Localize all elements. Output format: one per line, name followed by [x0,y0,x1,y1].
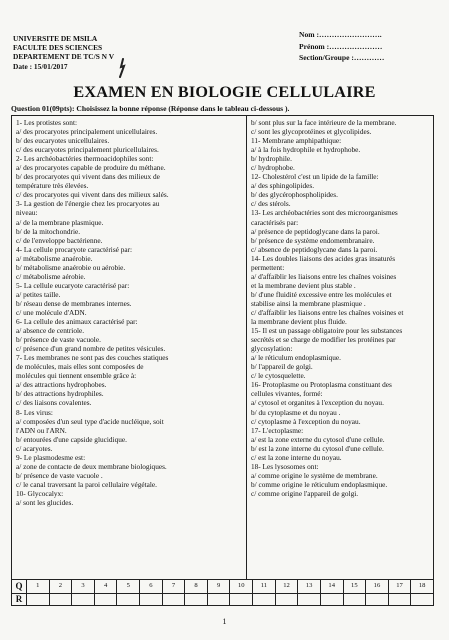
question-line: b/ des eucaryotes unicellulaires. [16,136,110,146]
question-line: a/ des procaryotes capable de produire du méthane. [16,163,166,173]
answer-input-cell[interactable] [163,593,186,606]
question-line: stabilise ainsi la membrane plasmique . [251,298,366,308]
question-line: molécules qui tiennent ensemble grâce à: [16,371,137,381]
answer-input-cell[interactable] [411,593,433,606]
student-info-fields [299,29,384,64]
answer-input-cell[interactable] [389,593,412,606]
answer-input-cell[interactable] [27,593,50,606]
question-line: b/ des procaryotes qui vivent dans des milieux de [16,172,160,182]
question-number-cell: 11 [253,580,276,593]
question-line: b/ des glycérophospholipides. [251,190,338,200]
questions-right-column [251,118,433,498]
exam-title: EXAMEN EN BIOLOGIE CELLULAIRE [73,83,376,101]
question-line: a/ le réticulum endoplasmique. [251,353,341,363]
question-number-cell: 12 [276,580,299,593]
question-line: 6- La cellule des animaux caractérisé par: [16,317,138,327]
question-number-cell: 14 [321,580,344,593]
question-number-cell: 3 [72,580,95,593]
question-row-label: Q [12,580,27,593]
question-line: a/ petites taille. [16,289,61,299]
question-number-cell: 5 [117,580,140,593]
question-line: c/ d'affaiblir les liaisons entre les chaînes voisines et [251,307,404,317]
question-line: a/ est la zone externe du cytosol d'une cellule. [251,434,385,444]
question-line: a/ métabolisme anaérobie. [16,253,93,263]
question-line: glycosylation: [251,344,293,354]
question-line: a/ composées d'un seul type d'acide nucléique, soit [16,416,164,426]
info-field-line: Nom :……………………. [299,30,382,39]
question-line: c/ une molécule d'ADN. [16,307,87,317]
question-number-cell: 6 [140,580,163,593]
question-line: b/ de la mitochondrie. [16,226,81,236]
question-line: c/ des stérols. [251,199,291,209]
answer-input-cell[interactable] [298,593,321,606]
question-line: de molécules, mais elles sont composées de [16,362,144,372]
info-field-line: Section/Groupe :………… [299,53,385,63]
answer-input-cell[interactable] [117,593,140,606]
question-line: b/ hydrophile. [251,154,292,164]
answer-input-cell[interactable] [366,593,389,606]
question-line: a/ absence de centriole. [16,326,85,336]
question-number-cell: 18 [418,582,426,589]
question-line: b/ métabolisme anaérobie ou aérobie. [16,262,126,272]
question-line: c/ le cytosquelette. [251,371,306,381]
answer-input-cell[interactable] [140,593,163,606]
question-line: c/ présence d'un grand nombre de petites vésicules. [16,344,166,354]
questions-box [11,115,434,580]
question-line: caractérisés par: [251,217,299,227]
question-number-cell: 16 [366,580,389,593]
question-line: 8- Les virus: [16,407,53,417]
question-line: 9- Le plasmodesme est: [16,452,86,462]
question-line: 5- La cellule eucaryote caractérisé par: [16,280,130,290]
question-line: a/ cytosol et organites à l'exception du noyau. [251,398,384,408]
question-line: b/ entourées d'une capside glucidique. [16,434,127,444]
question-line: c/ des procaryotes qui vivent dans des milieux salés. [16,190,169,200]
question-line: b/ comme origine le réticulum endoplasmique. [251,479,388,489]
institution-header [13,34,114,71]
column-divider [246,116,247,579]
question-line: a/ sont les glucides. [16,497,74,507]
question-line: 10- Glycocalyx: [16,488,64,498]
question-line: c/ sont les glycoprotéines et glycolipides. [251,127,372,137]
question-number-cell: 4 [95,580,118,593]
question-line: cellules vivantes, formé: [251,389,323,399]
question-line: a/ comme origine le système de membrane. [251,470,378,480]
question-line: b/ réseau dense de membranes internes. [16,298,132,308]
question-line: niveau: [16,208,38,218]
info-field-line: Prénom :………………… [299,41,383,51]
question-line: la membrane devient plus fluide. [251,317,347,327]
question-line: 15- Il est un passage obligatoire pour les substances [251,326,403,336]
question-line: 3- La gestion de l'énergie chez les procaryotes au [16,199,160,209]
question-line: c/ comme origine l'appareil de golgi. [251,488,359,498]
question-line: a/ présence de peptidoglycane dans la paroi. [251,226,380,236]
question-line: c/ de l'enveloppe bactérienne. [16,235,103,245]
question-line: b/ sont plus sur la face intérieure de la membrane. [251,118,397,127]
question-line: b/ du cytoplasme et du noyau . [251,407,341,417]
question-number-cell: 2 [50,580,73,593]
question-line: c/ des liaisons covalentes. [16,398,92,408]
answer-input-cell[interactable] [208,593,231,606]
question-line: l'ADN ou l'ARN. [16,425,67,435]
question-number-cell: 15 [344,580,367,593]
question-line: a/ de la membrane plasmique. [16,217,104,227]
answer-input-cell[interactable] [230,593,253,606]
question-line: 4- La cellule procaryote caractérisé par: [16,244,133,254]
header-line: FACULTE DES SCIENCES [13,43,103,53]
answer-table-question-row [12,580,433,594]
question-line: 7- Les membranes ne sont pas des couches statiques [16,353,169,363]
question-number-cell: 9 [208,580,231,593]
question-line: 13- Les archéobactéries sont des microorganismes [251,208,398,218]
question-line: b/ présence de vaste vacuole. [16,335,101,345]
question-line: 2- Les archéobactéries thermoacidophiles sont: [16,154,154,164]
question-line: 12- Cholestérol c'est un lipide de la famille: [251,172,379,182]
question-line: b/ présence de vaste vacuole . [16,470,103,480]
question-line: et la membrane devient plus stable . [251,280,356,290]
question-line: c/ absence de peptidoglycane dans la paroi. [251,244,378,254]
response-row-label: R [12,593,27,606]
question-line: permettent: [251,262,285,272]
answer-table-response-row [12,593,433,606]
question-number-cell: 8 [185,580,208,593]
answer-input-cell[interactable] [253,593,276,606]
question-number-cell: 13 [298,580,321,593]
question-number-cell: 17 [389,580,412,593]
question-line: 1- Les protistes sont: [16,118,78,127]
header-line: DEPARTEMENT DE TC/S N V [13,52,115,62]
question-line: température très élevées. [16,181,89,191]
question-line: 17- L'ectoplasme: [251,425,304,435]
answer-input-cell[interactable] [276,593,299,606]
question-line: 11- Membrane amphipathique: [251,136,342,146]
question-line: b/ des attractions hydrophiles. [16,389,104,399]
questions-left-column [16,118,244,507]
question-line: a/ des sphingolipides. [251,181,315,191]
answer-input-cell[interactable] [185,593,208,606]
header-line: UNIVERSITE DE MSILA [13,34,98,43]
question-line: c/ des eucaryotes principalement pluricellulaires. [16,145,159,155]
question-line: a/ des procaryotes principalement unicellulaires. [16,127,158,137]
question-line: c/ cytoplasme à l'exception du noyau. [251,416,361,426]
answer-input-cell[interactable] [72,593,95,606]
question-number-cell: 10 [230,580,253,593]
question-line: a/ à la fois hydrophile et hydrophobe. [251,145,361,155]
pen-mark-icon [117,58,127,78]
question-line: c/ métabolisme aérobie. [16,271,86,281]
question-line: c/ acaryotes. [16,443,53,453]
answer-table [11,579,434,606]
answer-input-cell[interactable] [321,593,344,606]
question-line: a/ zone de contacte de deux membrane biologiques. [16,461,167,471]
question-heading: Question 01(09pts): Choisissez la bonne réponse (Réponse dans le tableau ci-dessous ). [11,104,290,113]
question-number-cell: 7 [163,580,186,593]
header-line: Date : 15/01/2017 [13,61,68,71]
answer-input-cell[interactable] [50,593,73,606]
question-line: a/ des attractions hydrophobes. [16,380,107,390]
question-line: b/ présence de système endomembranaire. [251,235,375,245]
question-line: a/ d'affaiblir les liaisons entre les chaînes voisines [251,271,397,281]
answer-input-cell[interactable] [344,593,367,606]
question-line: 14- Les doubles liaisons des acides gras insaturés [251,253,396,263]
question-line: c/ hydrophobe. [251,163,295,173]
question-line: b/ d'une fluidité excessive entre les molécules et [251,289,392,299]
question-number-cell: 1 [27,580,50,593]
page-number: 1 [222,617,227,626]
question-line: b/ est la zone interne du cytosol d'une cellule. [251,443,384,453]
question-line: 16- Protoplasme ou Protoplasma constituant des [251,380,392,390]
answer-input-cell[interactable] [95,593,118,606]
question-line: c/ est la zone interne du noyau. [251,452,342,462]
question-line: c/ le canal traversant la paroi cellulaire végétale. [16,479,157,489]
question-line: b/ l'appareil de golgi. [251,362,313,372]
question-line: secrétés et se charge de modifier les protéines par [251,335,396,345]
question-line: 18- Les lysosomes ont: [251,461,319,471]
